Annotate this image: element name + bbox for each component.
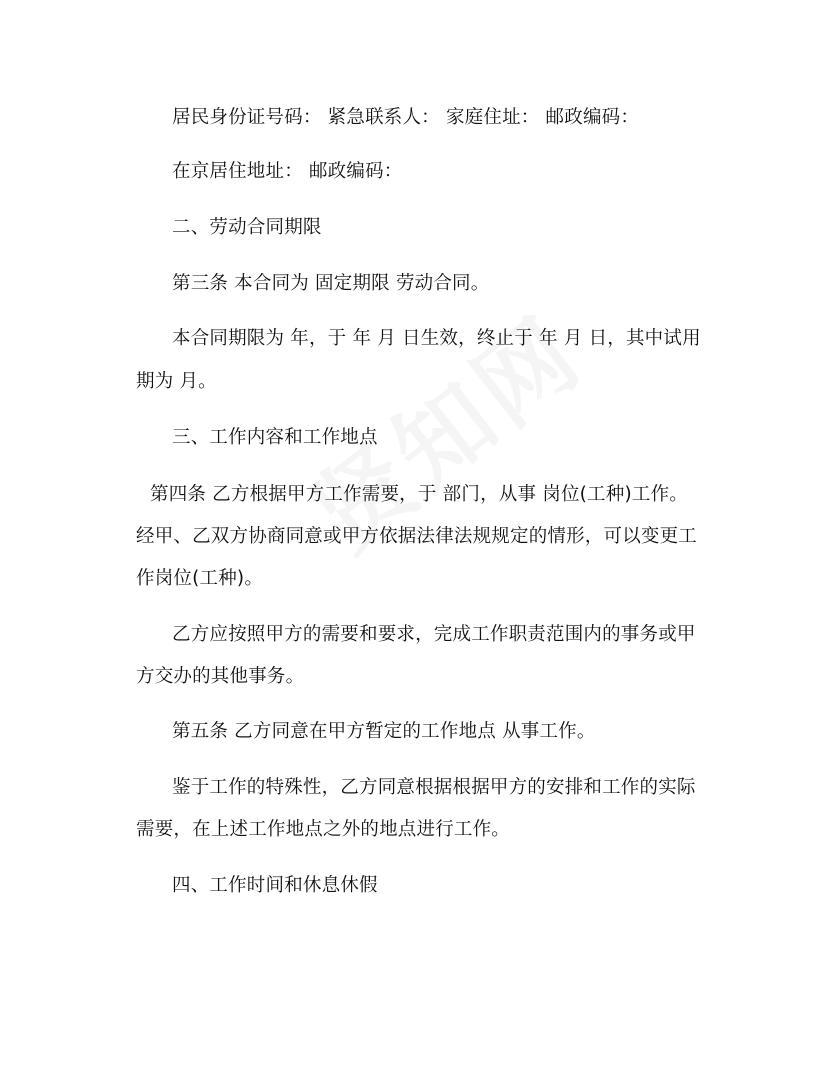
contract-term-paragraph-line-1: 本合同期限为 年，于 年 月 日生效，终止于 年 月 日，其中试用 — [172, 328, 701, 349]
article-five: 第五条 乙方同意在甲方暂定的工作地点 从事工作。 — [172, 721, 596, 742]
duties-paragraph-line-1: 乙方应按照甲方的需要和要求，完成工作职责范围内的事务或甲 — [172, 624, 696, 645]
article-four-line-1: 第四条 乙方根据甲方工作需要，于 部门，从事 岗位(工种)工作。 — [150, 484, 688, 505]
duties-paragraph-line-2: 方交办的其他事务。 — [136, 666, 305, 687]
section-heading-contract-term: 二、劳动合同期限 — [172, 217, 322, 238]
id-number-line: 居民身份证号码： 紧急联系人： 家庭住址： 邮政编码： — [172, 107, 640, 128]
article-four-line-3: 作岗位(工种)。 — [136, 568, 264, 589]
article-three: 第三条 本合同为 固定期限 劳动合同。 — [172, 273, 490, 294]
special-nature-paragraph-line-1: 鉴于工作的特殊性，乙方同意根据根据甲方的安排和工作的实际 — [172, 777, 696, 798]
article-four-line-2: 经甲、乙双方协商同意或甲方依据法律法规规定的情形，可以变更工 — [136, 526, 698, 547]
beijing-address-line: 在京居住地址： 邮政编码： — [172, 161, 403, 182]
special-nature-paragraph-line-2: 需要，在上述工作地点之外的地点进行工作。 — [136, 819, 511, 840]
section-heading-working-hours: 四、工作时间和休息休假 — [172, 875, 378, 896]
section-heading-work-content: 三、工作内容和工作地点 — [172, 427, 378, 448]
contract-term-paragraph-line-2: 期为 月。 — [136, 371, 217, 392]
